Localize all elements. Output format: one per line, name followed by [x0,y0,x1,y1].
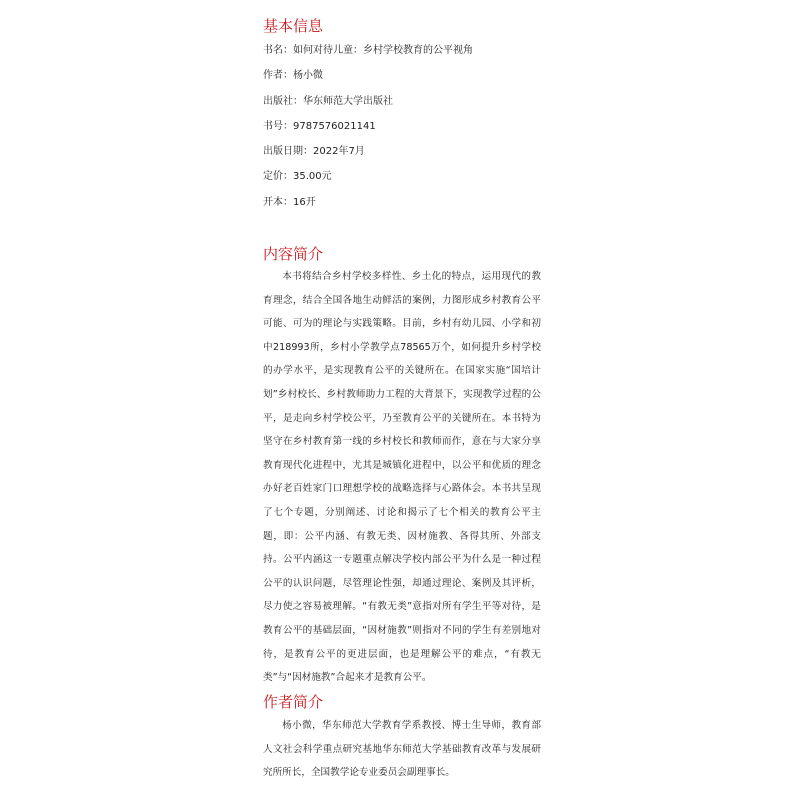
content-intro-text: 本书将结合乡村学校多样性、乡土化的特点，运用现代的教育理念，结合全国各地生动鲜活的案例，力图形成乡村教育公平可能、可为的理论与实践策略。目前，乡村有幼儿园、小学和初中218993所，乡村小学教学点78565万个，如何提升乡村学校的办学水平，是实现教育公平的关键所在。在国家实施“国培计划”乡村校长、乡村教师助力工程的大背景下，实现教学过程的公平，是走向乡村学校公平，乃至教育公平的关键所在。本书特为坚守在乡村教育第一线的乡村校长和教师而作，意在与大家分享教育现代化进程中，尤其是城镇化进程中，以公平和优质的理念办好老百姓家门口理想学校的战略选择与心路体会。本书共呈现了七个专题，分别阐述、讨论和揭示了七个相关的教育公平主题，即：公平内涵、有教无类、因材施教、各得其所、外部支持。公平内涵这一专题重点解决学校内部公平为什么是一种过程公平的认识问题，尽管理论性强，却通过理论、案例及其评析，尽力使之容易被理解。“有教无类”意指对所有学生平等对待，是教育公平的基础层面，“因材施教”则指对不同的学生有差别地对待，是教育公平的更进层面，也是理解公平的难点，“有教无类”与“因材施教”合起来才是教育公平。 [263,271,541,684]
info-value: 杨小微 [293,70,323,82]
author-intro-heading: 作者简介 [263,693,324,711]
info-label: 书名 [263,45,283,56]
info-value: 2022年7月 [313,146,365,158]
info-label: 书号 [263,120,283,132]
basic-info-list [263,42,473,219]
info-value: 35.00元 [293,171,332,183]
info-row-publisher: 出版社：华东师范大学出版社 [263,95,393,107]
info-label: 开本 [263,196,283,208]
info-row-format: 开本：16开 [263,196,316,208]
info-value: 16开 [293,196,316,208]
info-label: 作者 [263,70,283,82]
info-row-publish-date: 出版日期：2022年7月 [263,146,365,158]
author-intro-text: 杨小微，华东师范大学教育学系教授、博士生导师，教育部人文社会科学重点研究基地华东师范大学基础教育改革与发展研究所所长，全国教学论专业委员会副理事长。 [263,720,541,779]
content-intro-heading: 内容简介 [263,245,324,263]
info-row-title: 书名：如何对待儿童：乡村学校教育的公平视角 [263,45,473,56]
info-label: 出版社 [263,95,293,107]
info-row-author: 作者：杨小微 [263,70,323,82]
info-row-isbn: 书号：9787576021141 [263,120,376,132]
info-label: 出版日期 [263,146,303,158]
basic-info-heading: 基本信息 [263,17,324,35]
info-label: 定价 [263,171,283,183]
info-value: 9787576021141 [293,120,376,132]
info-value: 如何对待儿童：乡村学校教育的公平视角 [293,45,473,56]
info-value: 华东师范大学出版社 [303,95,393,107]
info-row-price: 定价：35.00元 [263,171,332,183]
